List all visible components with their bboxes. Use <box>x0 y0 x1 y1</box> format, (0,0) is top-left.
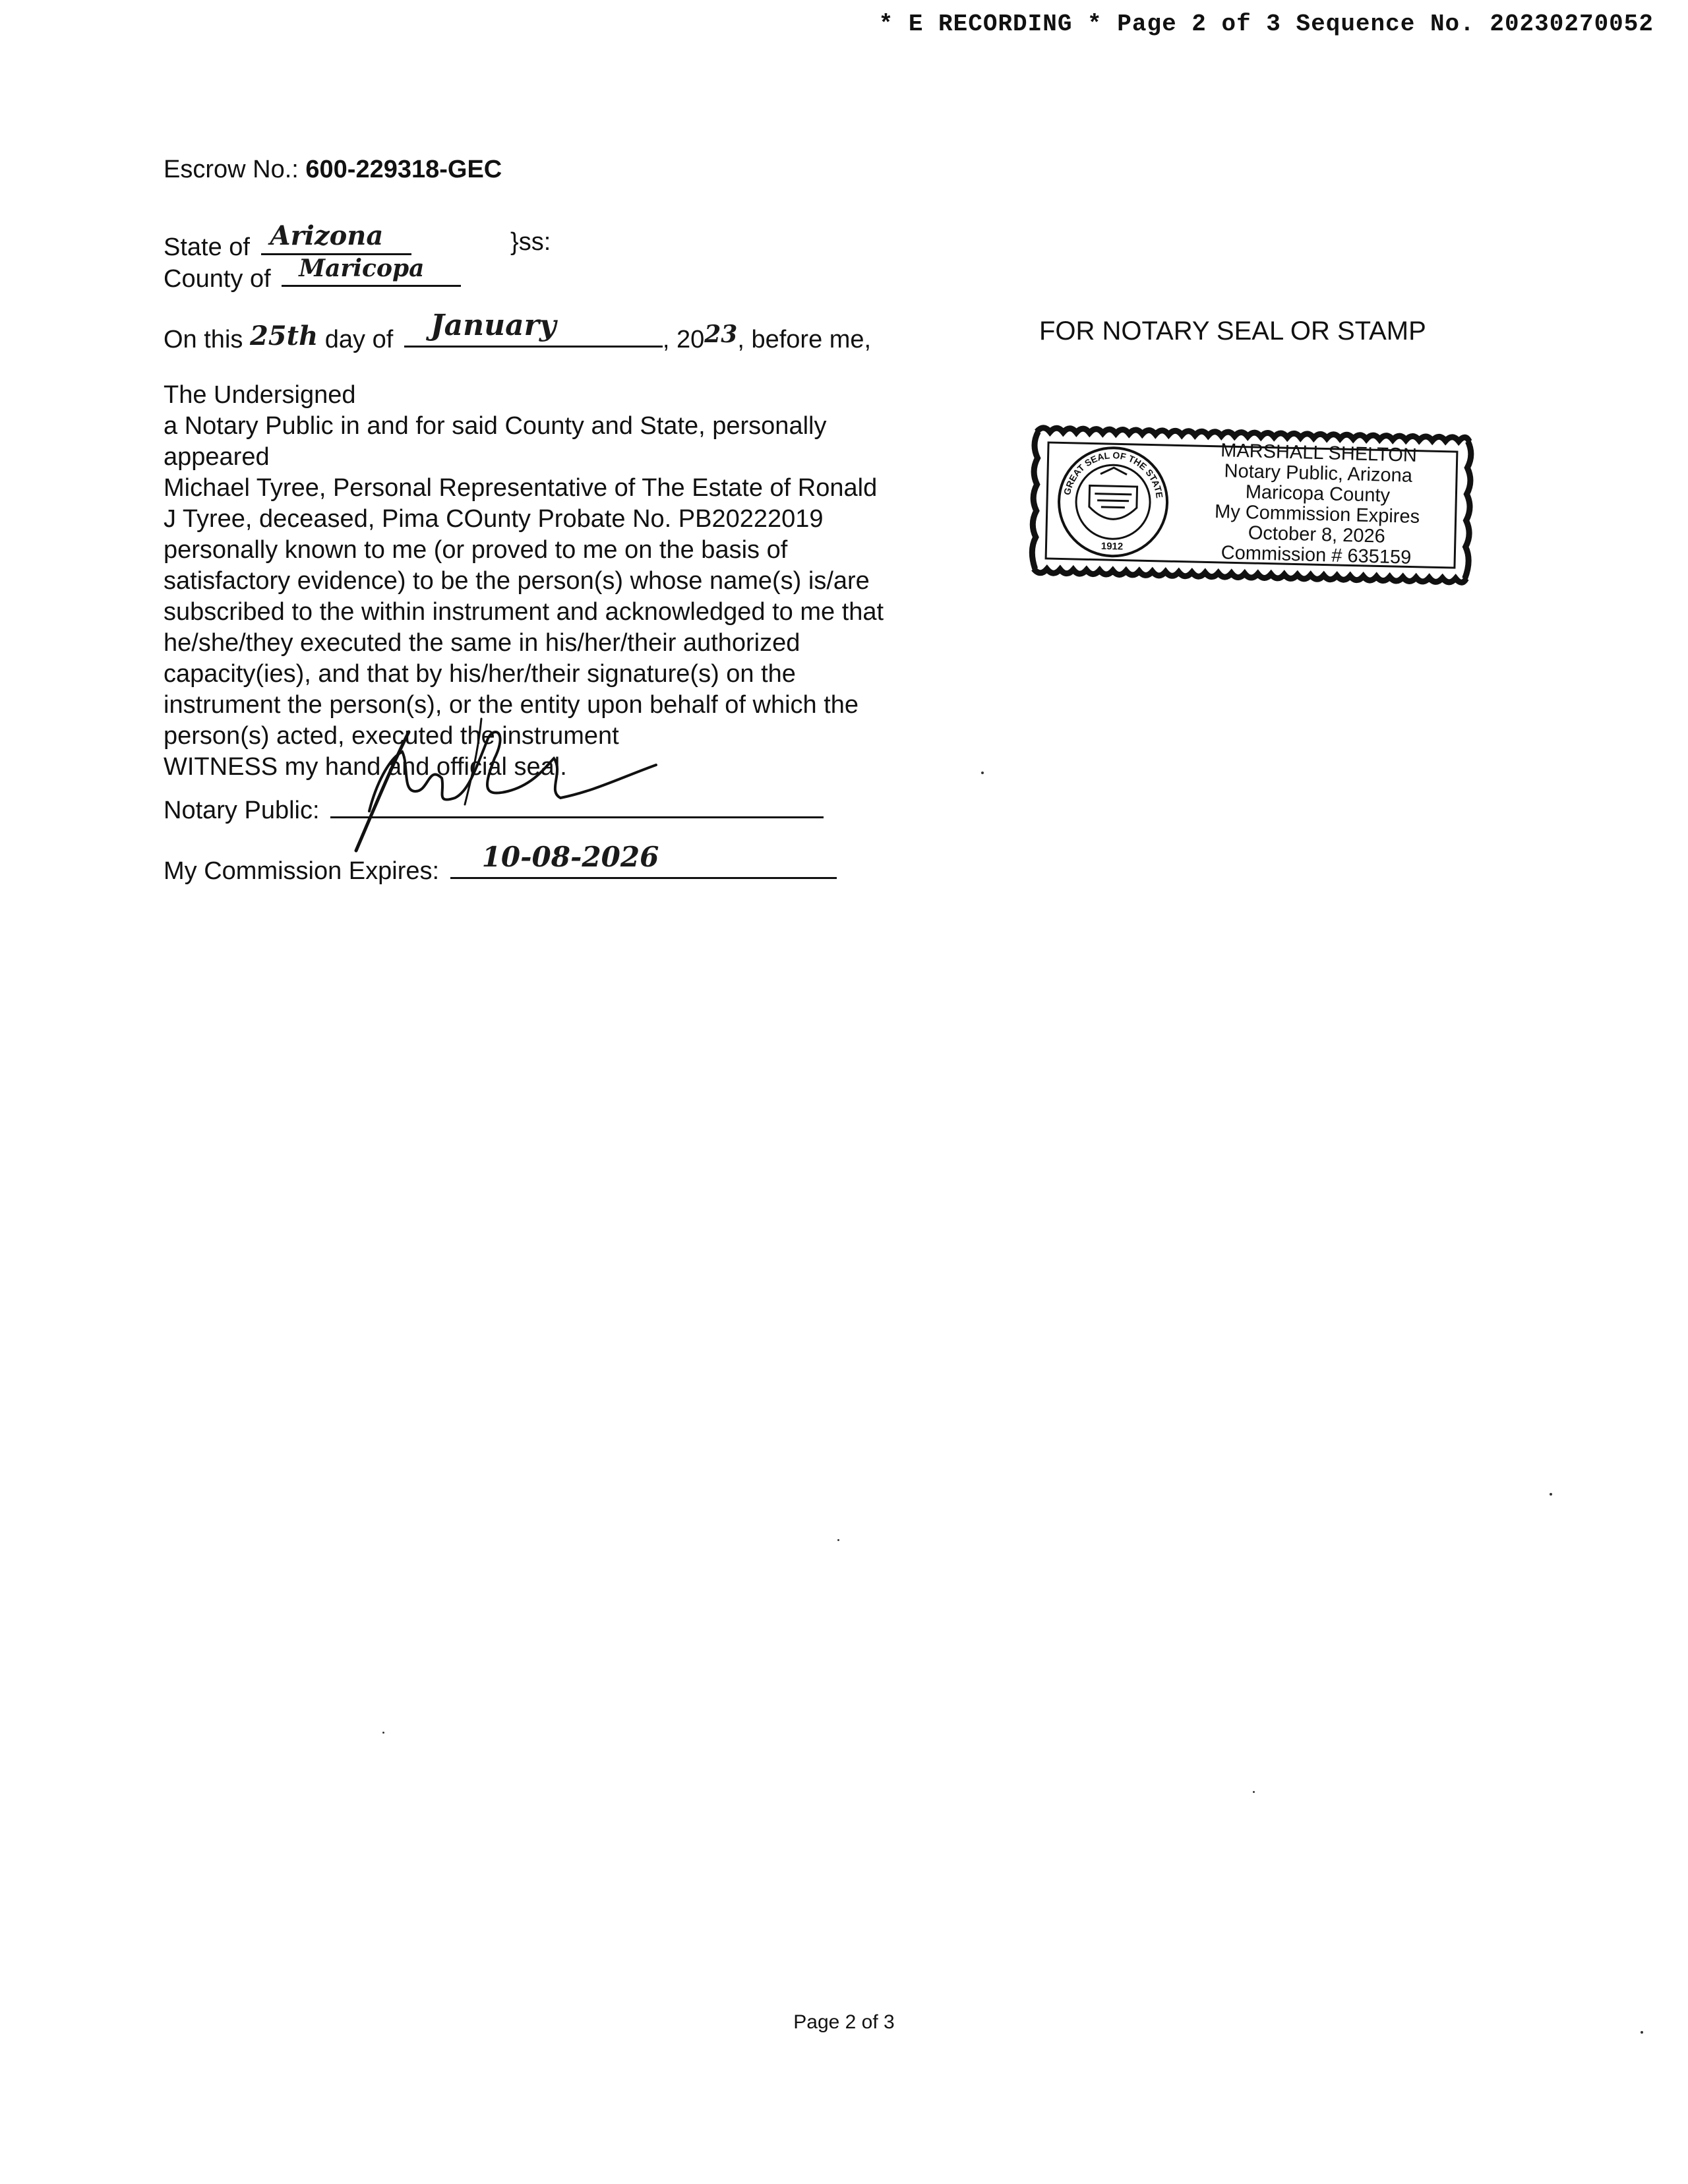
ack-line: appeared <box>164 443 270 471</box>
county-handwritten: Maricopa <box>299 255 425 282</box>
date-line <box>164 309 872 355</box>
stamp-notary-name: MARSHALL SHELTON <box>1220 440 1418 466</box>
scan-speck <box>1550 1493 1552 1496</box>
notary-public-label: Notary Public: <box>164 797 320 824</box>
seal-year: 1912 <box>1100 540 1124 553</box>
scan-speck <box>1641 2031 1643 2034</box>
scan-speck <box>382 1732 384 1734</box>
before-me-label: , before me, <box>737 326 872 353</box>
ack-line: a Notary Public in and for said County and State, personally <box>164 412 827 440</box>
recording-header: * E RECORDING * Page 2 of 3 Sequence No. 20230270052 <box>878 11 1654 38</box>
ack-line: instrument the person(s), or the entity upon behalf of which the <box>164 691 859 719</box>
scan-speck <box>837 1539 839 1541</box>
escrow-line <box>164 154 502 185</box>
year-prefix: , 20 <box>662 326 705 353</box>
on-this-label: On this <box>164 326 243 353</box>
ack-line: The Undersigned <box>164 381 356 409</box>
ack-line: J Tyree, deceased, Pima COunty Probate No. PB20222019 <box>164 505 824 533</box>
state-blank <box>261 220 411 255</box>
ack-line: subscribed to the within instrument and acknowledged to me that <box>164 598 884 626</box>
ack-line: personally known to me (or proved to me on the basis of <box>164 536 788 564</box>
county-line <box>164 255 461 295</box>
stamp-line: Notary Public, Arizona <box>1224 460 1413 487</box>
stamp-line: Maricopa County <box>1245 481 1391 506</box>
ack-line: satisfactory evidence) to be the person(s) whose name(s) is/are <box>164 567 870 595</box>
stamp-line: My Commission Expires <box>1214 501 1420 528</box>
commission-handwritten: 10-08-2026 <box>481 841 659 873</box>
day-handwritten: 25th <box>249 320 318 351</box>
stamp-commission-number: Commission # 635159 <box>1221 542 1412 568</box>
ack-line: Michael Tyree, Personal Representative of The Estate of Ronald <box>164 474 878 502</box>
ack-line: capacity(ies), and that by his/her/their signature(s) on the <box>164 660 796 688</box>
scan-speck <box>1253 1791 1255 1793</box>
scan-speck <box>981 772 984 774</box>
county-label: County of <box>164 265 271 293</box>
ack-line: WITNESS my hand and official seal. <box>164 753 567 781</box>
day-of-label: day of <box>324 326 394 353</box>
escrow-number: 600-229318-GEC <box>305 156 502 183</box>
seal-ring-text: GREAT SEAL OF THE STATE <box>1061 450 1165 499</box>
state-handwritten: Arizona <box>270 220 384 251</box>
year-handwritten: 23 <box>704 320 738 348</box>
escrow-label: Escrow No.: <box>164 156 299 183</box>
stamp-text-block <box>1171 439 1464 569</box>
commission-label: My Commission Expires: <box>164 857 440 885</box>
county-blank <box>282 255 461 287</box>
ss-label: }ss: <box>510 228 551 256</box>
ack-line: person(s) acted, executed the instrument <box>164 722 619 750</box>
month-handwritten: January <box>430 309 557 342</box>
month-blank <box>404 309 663 348</box>
notary-seal-title: FOR NOTARY SEAL OR STAMP <box>1039 317 1426 346</box>
page-footer: Page 2 of 3 <box>793 2011 895 2033</box>
notary-signature <box>330 712 673 864</box>
ack-line: he/she/they executed the same in his/her/their authorized <box>164 629 800 657</box>
state-label: State of <box>164 233 250 261</box>
stamp-line: October 8, 2026 <box>1248 522 1386 547</box>
